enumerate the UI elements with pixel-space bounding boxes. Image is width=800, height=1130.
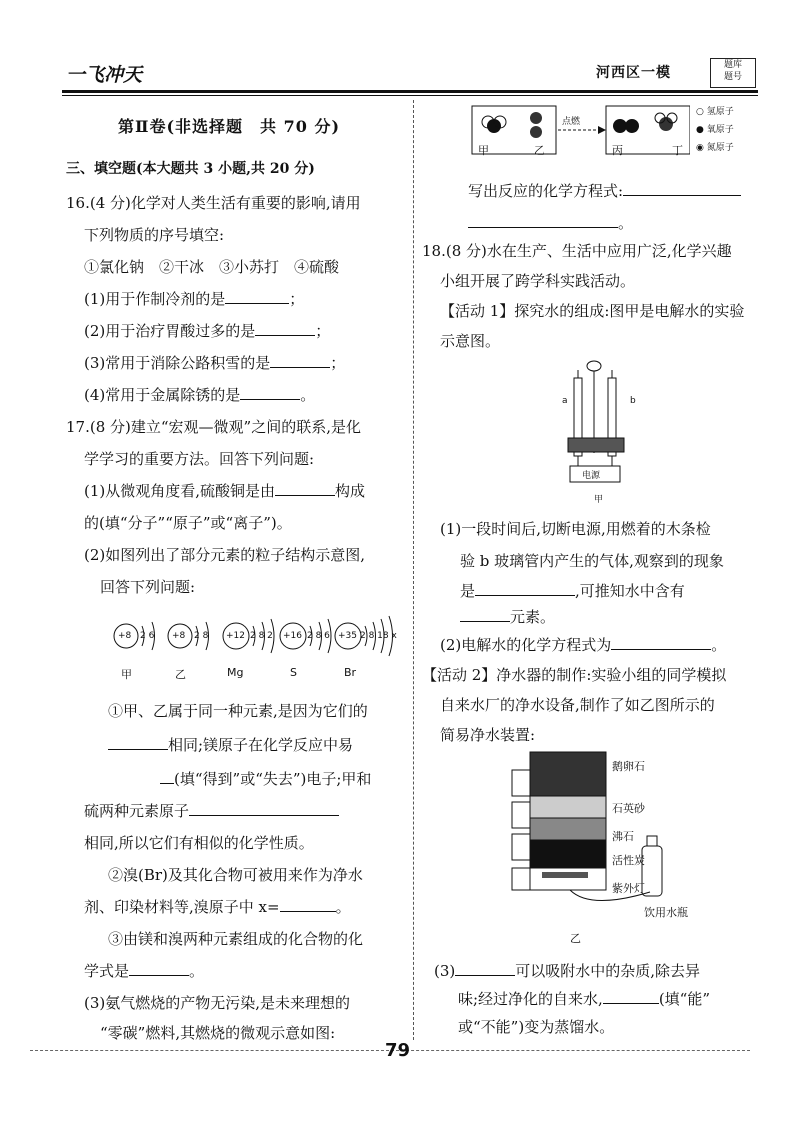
corner-badge xyxy=(710,58,756,88)
nucleus-label: +16 xyxy=(283,631,302,641)
atom-caption: Br xyxy=(344,666,357,679)
q17-equation-prompt xyxy=(468,180,741,201)
q18-s3c xyxy=(458,988,710,1009)
atom-caption: Mg xyxy=(227,666,244,679)
legend-nitrogen: ◉ 氮原子 xyxy=(696,143,734,153)
q17-sub-1a xyxy=(84,480,365,501)
q16-stem-text: 16.(4 分)化学对人类生活有重要的影响,请用 xyxy=(66,194,361,212)
brand-title: 一飞冲天 xyxy=(66,64,143,86)
q16-sub-4 xyxy=(84,384,315,405)
q17-c1b-text: 相同;镁原子在化学反应中易 xyxy=(168,736,354,754)
q18-act2c: 简易净水装置: xyxy=(440,726,536,744)
q16-s3-text: (3)常用于消除公路积雪的是 xyxy=(84,354,271,372)
shell-label: 2 8 2 xyxy=(250,631,273,641)
q17-stem-1: 17.(8 分)建立“宏观—微观”之间的联系,是化 xyxy=(66,418,361,436)
q18-s1e xyxy=(460,606,555,627)
q17-c3a: ③由镁和溴两种元素组成的化合物的化 xyxy=(108,930,364,948)
punct: 。 xyxy=(300,386,316,404)
answer-blank[interactable] xyxy=(475,581,575,596)
electrolysis-apparatus xyxy=(556,358,666,488)
q16-sub-1 xyxy=(84,288,304,309)
q18-s3a-text: (3) xyxy=(434,962,456,980)
atom-caption: S xyxy=(290,666,297,679)
q17-s3b: “零碳”燃料,其燃烧的微观示意如图: xyxy=(100,1024,336,1042)
q17-c2b-text: 剂、印染材料等,溴原子中 x= xyxy=(84,898,280,916)
q18-s3e: 或“不能”)变为蒸馏水。 xyxy=(458,1018,615,1036)
header-rule xyxy=(62,90,758,93)
q18-act2a: 【活动 2】净水器的制作:实验小组的同学模拟 xyxy=(422,666,727,684)
punct: 。 xyxy=(711,636,727,654)
answer-blank[interactable] xyxy=(225,289,289,304)
legend-text: 氧原子 xyxy=(706,125,734,135)
column-divider xyxy=(413,100,414,1040)
q16-options: ①氯化钠 ②干冰 ③小苏打 ④硫酸 xyxy=(84,258,340,276)
q17-c3b-text: 学式是 xyxy=(84,962,130,980)
reaction-condition: 点燃 xyxy=(562,117,581,127)
answer-blank[interactable] xyxy=(280,897,336,912)
answer-blank[interactable] xyxy=(189,801,339,816)
q17-c1d xyxy=(84,800,339,821)
q17-c1d-text: 硫两种元素原子 xyxy=(84,802,190,820)
section-title: 第Ⅱ卷(非选择题 共 70 分) xyxy=(118,117,341,136)
water-filter-apparatus xyxy=(510,750,690,910)
nucleus-label: +8 xyxy=(118,631,132,641)
q18-s1a: (1)一段时间后,切断电源,用燃着的木条检 xyxy=(440,520,711,538)
q16-sub-3 xyxy=(84,352,345,373)
shell-label: 2 8 xyxy=(194,631,209,641)
q17-s1b-text: 构成 xyxy=(335,482,366,500)
q17-c1c-text: (填“得到”或“失去”)电子;甲和 xyxy=(174,770,372,788)
header-rule-thin xyxy=(62,95,758,96)
layer-label: 鹅卵石 xyxy=(612,760,645,773)
answer-blank[interactable] xyxy=(455,961,515,976)
layer-label: 石英砂 xyxy=(612,802,645,815)
answer-blank[interactable] xyxy=(240,385,300,400)
q18-s1b: 验 b 玻璃管内产生的气体,观察到的现象 xyxy=(460,552,724,570)
badge-char: 库 xyxy=(733,60,743,70)
legend-text: 氮原子 xyxy=(706,143,734,153)
reactant-label-1: 甲 xyxy=(478,144,489,157)
part-heading: 三、填空题(本大题共 3 小题,共 20 分) xyxy=(66,161,315,177)
electrode-a-label: a xyxy=(562,396,568,406)
q17-sub-1c: 的(填“分子”“原子”或“离子”)。 xyxy=(84,514,292,532)
shell-label: 2 6 xyxy=(140,631,155,641)
punct: ； xyxy=(330,354,346,372)
q18-stem-2: 小组开展了跨学科实践活动。 xyxy=(440,272,636,290)
q16-s1-text: (1)用于作制冷剂的是 xyxy=(84,290,226,308)
figure-caption: 甲 xyxy=(594,495,604,505)
answer-blank[interactable] xyxy=(603,989,659,1004)
q17-c3b xyxy=(84,960,204,981)
q18-s3d-text: (填“能” xyxy=(658,990,711,1008)
punct: 。 xyxy=(189,962,205,980)
punct: ； xyxy=(315,322,331,340)
q18-s3c-text: 味;经过净化的自来水, xyxy=(458,990,603,1008)
exam-region: 河西区一模 xyxy=(596,65,671,81)
atom-caption: 乙 xyxy=(175,668,186,681)
punct: 。 xyxy=(335,898,351,916)
answer-blank[interactable] xyxy=(611,635,711,650)
answer-blank[interactable] xyxy=(623,181,741,196)
answer-blank[interactable] xyxy=(255,321,315,336)
q16-s4-text: (4)常用于金属除锈的是 xyxy=(84,386,241,404)
q17-c1b xyxy=(108,734,353,755)
electrode-b-label: b xyxy=(630,396,636,406)
q18-act2b: 自来水厂的净水设备,制作了如乙图所示的 xyxy=(440,696,715,714)
q16-sub-2 xyxy=(84,320,330,341)
legend-oxygen: ● 氧原子 xyxy=(696,125,734,135)
reaction-micro-diagram xyxy=(470,102,690,158)
atom-structure-diagram xyxy=(108,612,408,682)
answer-blank[interactable] xyxy=(468,213,618,228)
answer-blank[interactable] xyxy=(270,353,330,368)
punct: ； xyxy=(289,290,305,308)
layer-label: 活性炭 xyxy=(612,854,645,867)
nucleus-label: +12 xyxy=(226,631,245,641)
q18-s1c-text: 是 xyxy=(460,582,476,600)
q18-s2 xyxy=(440,634,726,655)
power-label: 电源 xyxy=(582,471,601,481)
nucleus-label: +35 xyxy=(338,631,357,641)
q17-c1a: ①甲、乙属于同一种元素,是因为它们的 xyxy=(108,702,368,720)
q16-s2-text: (2)用于治疗胃酸过多的是 xyxy=(84,322,256,340)
q16-stem-1 xyxy=(66,192,361,213)
q17-c2a: ②溴(Br)及其化合物可被用来作为净水 xyxy=(108,866,363,884)
nucleus-label: +8 xyxy=(172,631,186,641)
bottle-label: 饮用水瓶 xyxy=(644,906,688,919)
q16-stem-2: 下列物质的序号填空: xyxy=(84,226,225,244)
badge-char: 号 xyxy=(733,72,743,82)
legend-hydrogen: ○ 氢原子 xyxy=(696,107,734,117)
shell-label: 2 8 18 x xyxy=(360,631,397,641)
atom-caption: 甲 xyxy=(121,668,132,681)
answer-blank[interactable] xyxy=(275,481,335,496)
answer-blank[interactable] xyxy=(460,607,510,622)
q17-sub-2a: (2)如图列出了部分元素的粒子结构示意图, xyxy=(84,546,366,564)
q18-stem-1: 18.(8 分)水在生产、生活中应用广泛,化学兴趣 xyxy=(422,242,732,260)
product-label-2: 丁 xyxy=(672,144,683,157)
punct: 。 xyxy=(618,214,634,232)
q18-s3a xyxy=(434,960,700,981)
q17-c2b xyxy=(84,896,351,917)
product-label-1: 丙 xyxy=(612,144,623,157)
q17-c1e: 相同,所以它们有相似的化学性质。 xyxy=(84,834,314,852)
answer-blank[interactable] xyxy=(108,735,168,750)
shell-label: 2 8 6 xyxy=(307,631,330,641)
answer-blank[interactable] xyxy=(160,769,174,784)
layer-label: 沸石 xyxy=(612,830,634,843)
q17-sub-2b: 回答下列问题: xyxy=(100,578,196,596)
answer-blank[interactable] xyxy=(129,961,189,976)
legend-text: 氢原子 xyxy=(706,107,734,117)
q18-s2-text: (2)电解水的化学方程式为 xyxy=(440,636,612,654)
figure-caption: 乙 xyxy=(570,932,581,945)
q18-act1b: 示意图。 xyxy=(440,332,501,350)
badge-char: 题 xyxy=(723,72,733,82)
q18-act1a: 【活动 1】探究水的组成:图甲是电解水的实验 xyxy=(440,302,745,320)
q18-s1d-text: ,可推知水中含有 xyxy=(575,582,685,600)
q18-s1e-text: 元素。 xyxy=(510,608,556,626)
q17-c1c xyxy=(160,768,371,789)
q17-s3a: (3)氨气燃烧的产物无污染,是未来理想的 xyxy=(84,994,351,1012)
q17-eq-text: 写出反应的化学方程式: xyxy=(468,182,624,200)
q18-s1c xyxy=(460,580,685,601)
page-number: 79 xyxy=(385,1040,411,1061)
q18-s3b-text: 可以吸附水中的杂质,除去异 xyxy=(515,962,701,980)
q17-stem-2: 学学习的重要方法。回答下列问题: xyxy=(84,450,315,468)
q17-s1a-text: (1)从微观角度看,硫酸铜是由 xyxy=(84,482,276,500)
layer-label: 紫外灯 xyxy=(612,882,645,895)
q17-equation-line2 xyxy=(468,212,633,233)
reactant-label-2: 乙 xyxy=(534,144,545,157)
badge-char: 题 xyxy=(723,60,733,70)
